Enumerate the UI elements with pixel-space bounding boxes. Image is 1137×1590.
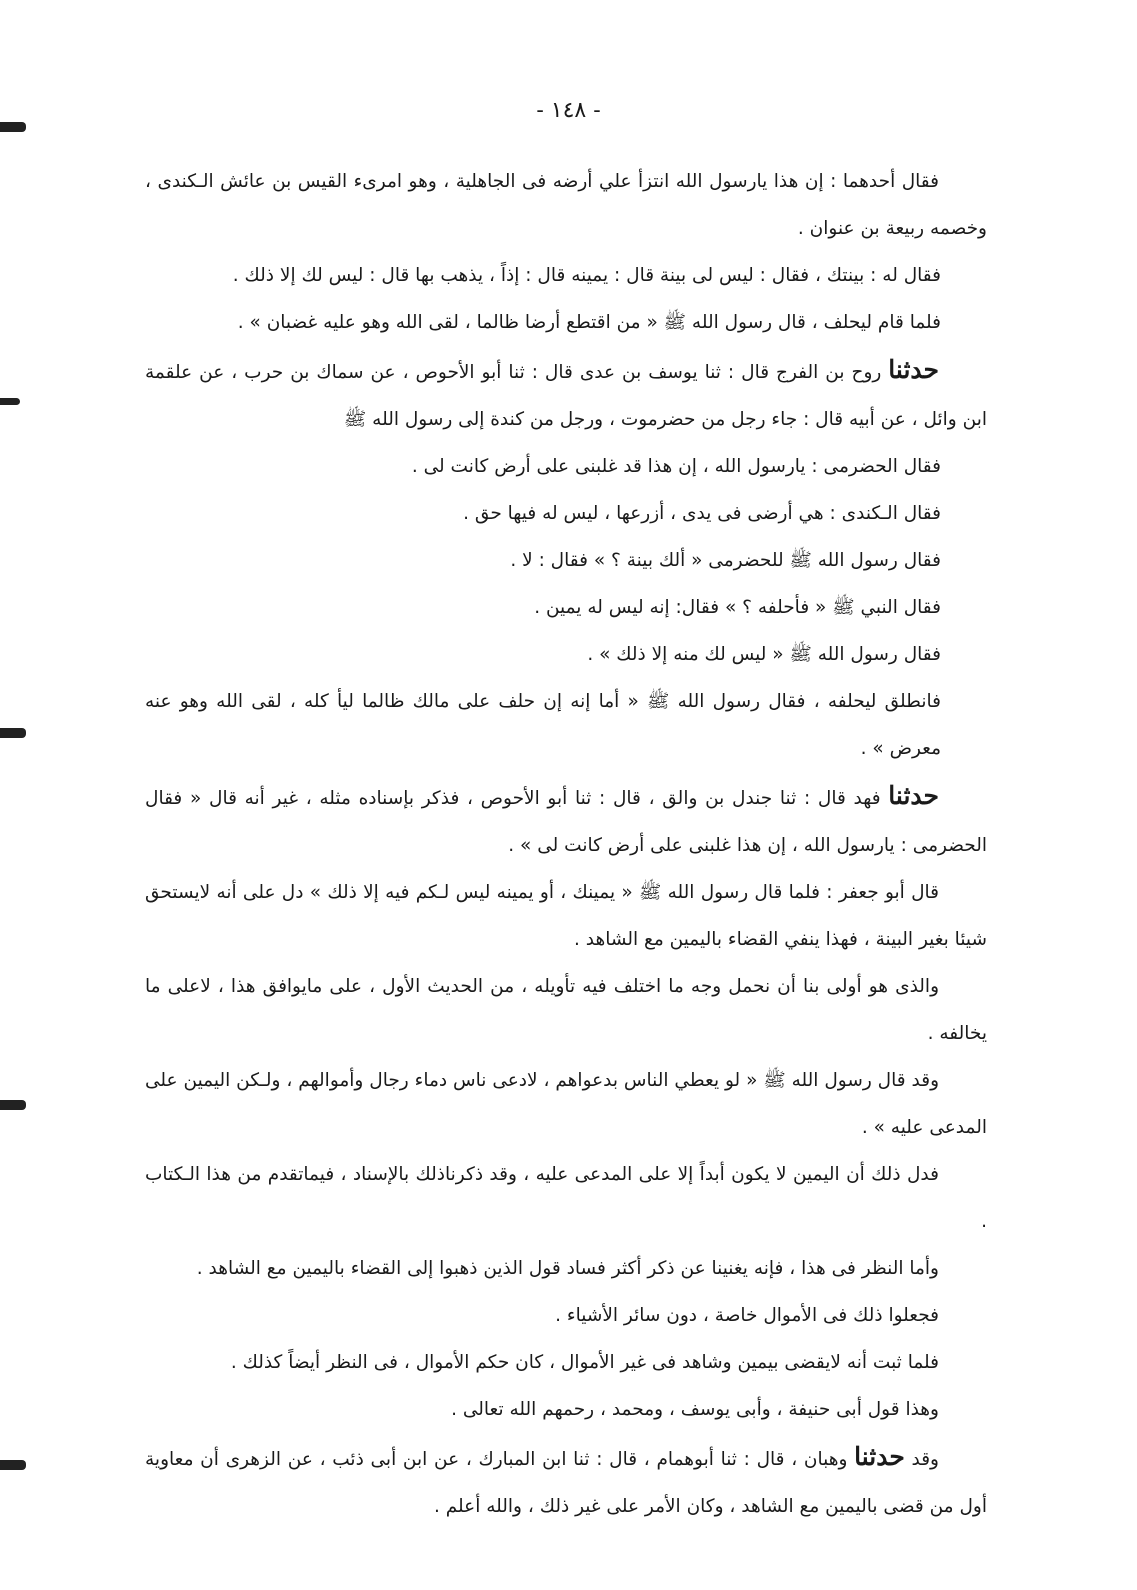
paragraph-text: فلما قام ليحلف ، قال رسول الله ﷺ « من اقتطع أرضا ظالما ، لقى الله وهو عليه غضبان » .	[237, 312, 941, 333]
paragraph-text: وأما النظر فى هذا ، فإنه يغنينا عن ذكر أكثر فساد قول الذين ذهبوا إلى القضاء باليمين مع الشاهد .	[196, 1258, 939, 1279]
paragraph	[145, 1245, 987, 1292]
paragraph-text: فقال رسول الله ﷺ للحضرمى « ألك بينة ؟ » فقال : لا .	[510, 550, 941, 571]
paragraph	[145, 1057, 987, 1151]
paragraph	[145, 346, 987, 443]
paragraph	[145, 252, 987, 299]
paragraph-text: فلما ثبت أنه لايقضى بيمين وشاهد فى غير الأموال ، كان حكم الأموال ، فى النظر أيضاً كذلك .	[230, 1352, 939, 1373]
paragraph	[145, 490, 987, 537]
paragraph	[145, 631, 987, 678]
haddathana-heading: حدثنا	[888, 355, 939, 384]
paragraph	[145, 1339, 987, 1386]
paragraph	[145, 1433, 987, 1530]
scan-edge-mark	[0, 1100, 26, 1110]
paragraph-text: فقال أحدهما : إن هذا يارسول الله انتزأ علي أرضه فى الجاهلية ، وهو امرىء القيس بن عائش الـكندى ، وخصمه ربيعة بن عنوان .	[145, 171, 987, 239]
scan-edge-mark	[0, 1460, 26, 1470]
paragraph-text: فقال له : بينتك ، فقال : ليس لى بينة قال : يمينه قال : إذاً ، يذهب بها قال : ليس لك إلا ذلك .	[232, 265, 941, 286]
paragraph	[145, 869, 987, 963]
paragraph	[145, 678, 987, 772]
paragraph-text: فانطلق ليحلفه ، فقال رسول الله ﷺ « أما إنه إن حلف على مالك ظالما ليأ كله ، لقى الله وهو عنه معرض » .	[145, 691, 941, 759]
paragraph-text: فقال النبي ﷺ « فأحلفه ؟ » فقال: إنه ليس له يمين .	[534, 597, 941, 618]
paragraph-text: روح بن الفرج قال : ثنا يوسف بن عدى قال : ثنا أبو الأحوص ، عن سماك بن حرب ، عن علقمة ابن وائل ، عن أبيه قال : جاء رجل من حضرموت ، ورجل من كندة إلى رسول الله ﷺ	[145, 362, 987, 430]
paragraph	[145, 443, 987, 490]
paragraph	[145, 537, 987, 584]
scan-edge-mark	[0, 398, 20, 405]
paragraph	[145, 584, 987, 631]
paragraph	[145, 158, 987, 252]
paragraph-text: والذى هو أولى بنا أن نحمل وجه ما اختلف فيه تأويله ، من الحديث الأول ، على مايوافق هذا ، لاعلى ما يخالفه .	[145, 976, 987, 1044]
scan-edge-mark	[0, 728, 26, 738]
paragraph-prefix: وقد	[904, 1449, 939, 1470]
paragraph-text: وهذا قول أبى حنيفة ، وأبى يوسف ، ومحمد ، رحمهم الله تعالى .	[451, 1399, 939, 1420]
paragraph-text: فدل ذلك أن اليمين لا يكون أبداً إلا على المدعى عليه ، وقد ذكرناذلك بالإسناد ، فيماتقدم من هذا الـكتاب .	[145, 1164, 987, 1232]
paragraph	[145, 1386, 987, 1433]
paragraph-text: فقال رسول الله ﷺ « ليس لك منه إلا ذلك » .	[587, 644, 941, 665]
haddathana-heading: حدثنا	[854, 1442, 905, 1471]
paragraph-text: قال أبو جعفر : فلما قال رسول الله ﷺ « يمينك ، أو يمينه ليس لـكم فيه إلا ذلك » دل على أنه لايستحق شيئا بغير البينة ، فهذا ينفي القضاء باليمين مع الشاهد .	[145, 882, 987, 950]
paragraph-text: فهد قال : ثنا جندل بن والق ، قال : ثنا أبو الأحوص ، فذكر بإسناده مثله ، غير أنه قال « فقال الحضرمى : يارسول الله ، إن هذا غلبنى على أرض كانت لى » .	[145, 788, 987, 856]
paragraph	[145, 772, 987, 869]
paragraph-text: فجعلوا ذلك فى الأموال خاصة ، دون سائر الأشياء .	[555, 1305, 939, 1326]
paragraph	[145, 1151, 987, 1245]
paragraph	[145, 299, 987, 346]
paragraph-text: فقال الـكندى : هي أرضى فى يدى ، أزرعها ، ليس له فيها حق .	[463, 503, 941, 524]
page-body	[145, 158, 987, 1530]
scan-edge-mark	[0, 122, 26, 132]
paragraph	[145, 1292, 987, 1339]
paragraph	[145, 963, 987, 1057]
paragraph-text: وهبان ، قال : ثنا أبوهمام ، قال : ثنا ابن المبارك ، عن ابن أبى ذئب ، عن الزهرى أن معاوية أول من قضى باليمين مع الشاهد ، وكان الأمر على غير ذلك ، والله أعلم .	[145, 1449, 987, 1517]
paragraph-text: وقد قال رسول الله ﷺ « لو يعطي الناس بدعواهم ، لادعى ناس دماء رجال وأموالهم ، ولـكن اليمين على المدعى عليه » .	[145, 1070, 987, 1138]
haddathana-heading: حدثنا	[888, 781, 939, 810]
paragraph-text: فقال الحضرمى : يارسول الله ، إن هذا قد غلبنى على أرض كانت لى .	[411, 456, 941, 477]
page-number: - ١٤٨ -	[536, 98, 601, 123]
